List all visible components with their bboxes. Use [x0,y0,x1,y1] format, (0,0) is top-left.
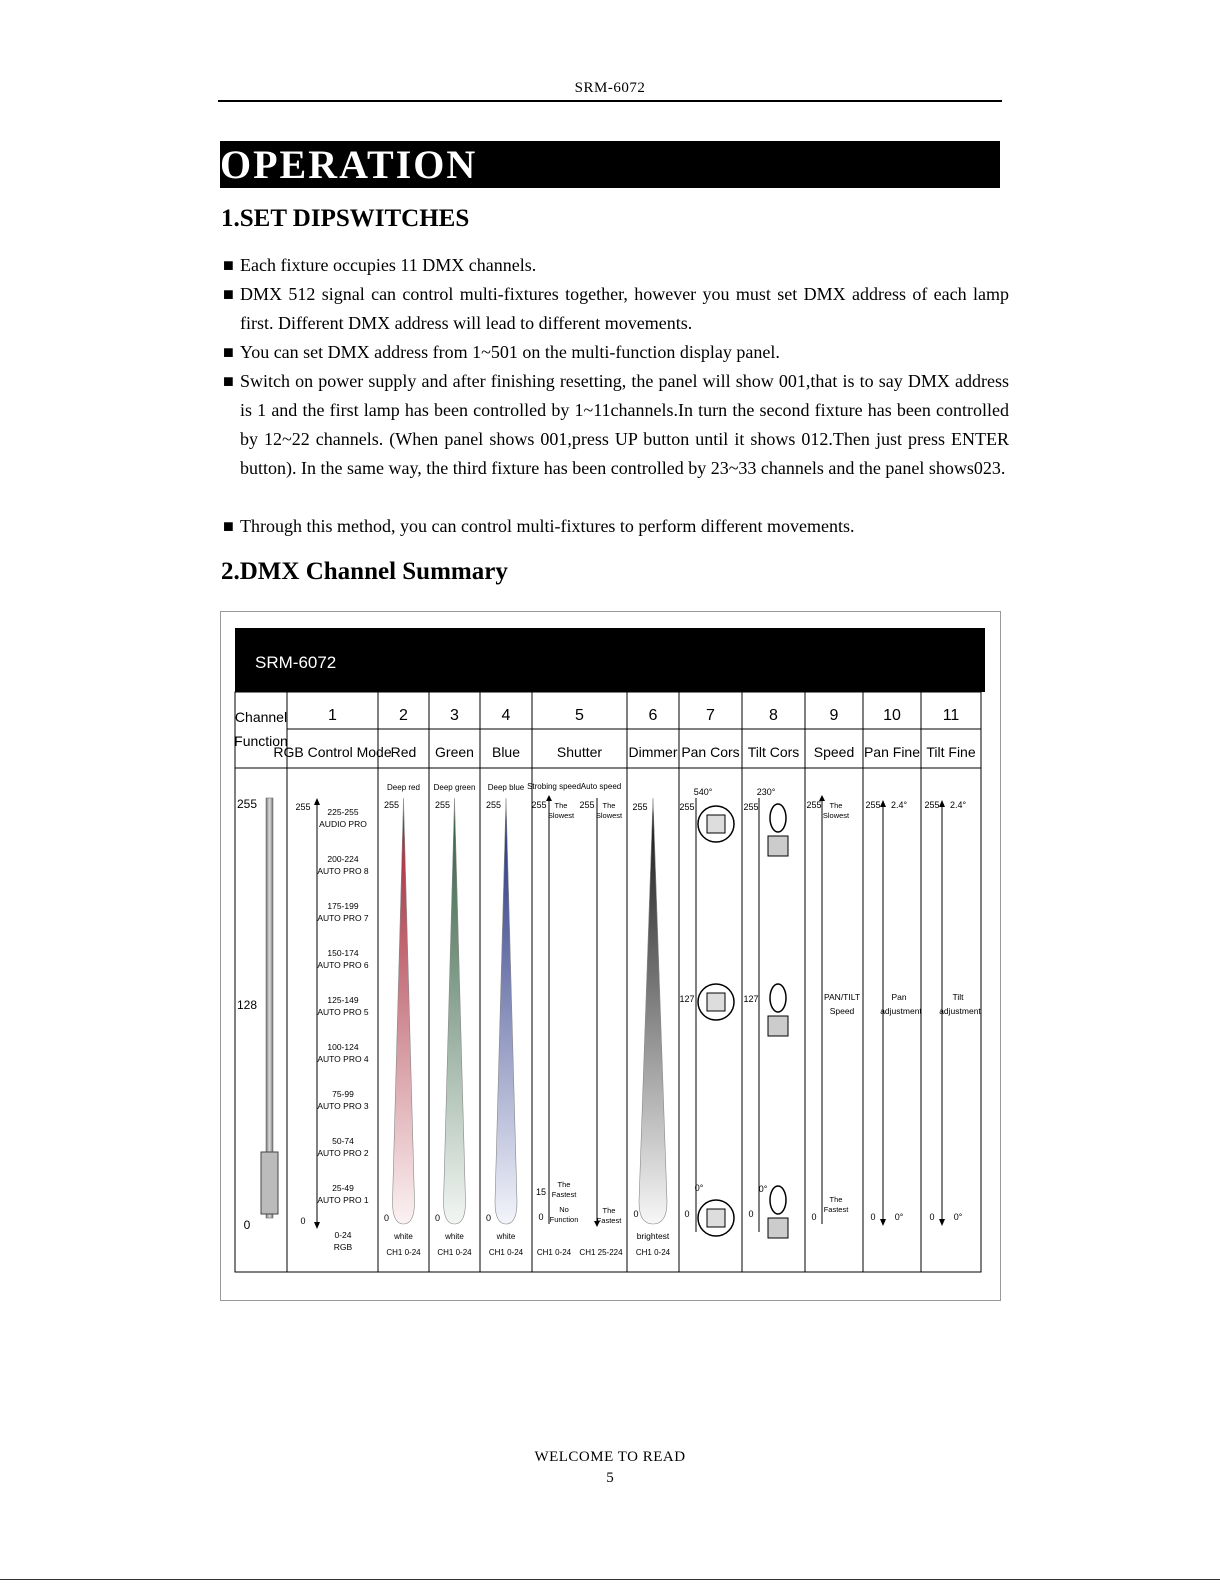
color-bottom-label: white [394,1232,413,1241]
page-header-model: SRM-6072 [574,80,646,96]
bullet-square-icon: ■ [223,342,234,362]
panfine-value-255: 255 [865,800,881,810]
shutter-slowest-label: The [554,801,568,810]
channel-number: 9 [829,707,839,724]
bullet-square-icon: ■ [223,516,234,536]
channel-number: 10 [883,707,901,724]
tilt-yoke-icon [770,804,786,832]
bullet-text: Through this method, you can control multi-fixtures to perform different movements. [240,516,855,536]
tilt-degree-label: 230° [756,787,776,797]
shutter-value-15: 15 [535,1187,547,1197]
channel-number: 1 [328,707,337,724]
rgb-mode-name: AUTO PRO 1 [317,1195,369,1205]
rgb-mode-range: 225-255 [327,807,359,817]
bullet-square-icon: ■ [223,284,234,304]
ch1-arrow-head-down [314,1222,320,1229]
tilt-base-icon [768,1218,788,1238]
dimmer-gradient-beam [639,798,667,1224]
tiltfine-arrow-head-down [939,1219,945,1226]
rgb-mode-range: 125-149 [327,995,359,1005]
shutter-auto-fastest: Fastest [596,1216,622,1225]
channel-name: Green [435,744,474,760]
channel-name: Tilt Cors [747,744,800,760]
header-rule [218,100,1002,102]
scale-label-0: 0 [243,1218,251,1232]
rgb-mode-name: AUTO PRO 5 [317,1007,369,1017]
rgb-mode-name: AUTO PRO 3 [317,1101,369,1111]
bullet-item [223,280,1009,338]
color-value-255: 255 [435,800,451,810]
panfine-mid-label: adjustment [880,1006,922,1016]
shutter-fastest-label: The [557,1180,571,1189]
rgb-mode-name: AUDIO PRO [319,819,367,829]
channel-name: RGB Control Mode [273,744,392,760]
chart-title: SRM-6072 [255,653,337,672]
footer-welcome: WELCOME TO READ [534,1449,686,1465]
rgb-mode-range: 100-124 [327,1042,359,1052]
tiltfine-value-0: 0 [929,1212,935,1222]
tiltfine-mid-label: Tilt [952,992,964,1002]
ch1-arrow-head-up [314,798,320,805]
panfine-arrow-head-up [880,800,886,807]
rgb-mode-range: 200-224 [327,854,359,864]
shutter-fastest-label: Fastest [551,1190,577,1199]
color-ch1-label: CH1 0-24 [386,1248,421,1257]
dimmer-value-0: 0 [633,1209,639,1219]
pan-value-255: 255 [679,802,695,812]
panfine-value-0: 0 [870,1212,876,1222]
chart-title-band [235,628,985,692]
rgb-mode-range: 175-199 [327,901,359,911]
rgb-mode-name: RGB [333,1242,353,1252]
channel-name: Shutter [556,744,603,760]
bullet-text: Each fixture occupies 11 DMX channels. [240,255,537,275]
color-bottom-label: white [496,1232,516,1241]
speed-slowest-label: The [829,801,843,810]
channel-number: 7 [706,707,715,724]
color-beam-gradient [393,798,415,1224]
bullet-text: DMX 512 signal can control multi-fixtures together, however you must set DMX address of each lamp first. Different DMX address will lead to different movements. [240,284,1009,333]
rgb-mode-range: 0-24 [334,1230,352,1240]
tilt-base-icon [768,1016,788,1036]
color-value-0: 0 [486,1213,492,1223]
color-value-255: 255 [384,800,400,810]
channel-name: Dimmer [628,744,678,760]
shutter-auto-label: Auto speed [580,782,622,791]
section-title-bar [220,141,1000,188]
panfine-degree-zero: 0° [894,1212,904,1222]
rgb-mode-name: AUTO PRO 8 [317,866,369,876]
channel-name: Pan Cors [681,744,740,760]
bullet-text: You can set DMX address from 1~501 on the multi-function display panel. [240,342,780,362]
speed-fastest-label: The [829,1195,843,1204]
dimmer-ch1-label: CH1 0-24 [635,1248,671,1257]
channel-number: 3 [450,707,459,724]
bottom-rule [0,1579,1220,1580]
speed-mid-label: Speed [829,1006,855,1016]
rgb-mode-range: 75-99 [332,1089,354,1099]
color-top-label: Deep red [387,783,420,792]
panfine-arrow-head-down [880,1219,886,1226]
scale-label-128: 128 [236,998,258,1012]
color-value-0: 0 [435,1213,441,1223]
channel-name: Pan Fine [863,744,921,760]
shutter-no-function: Function [549,1215,579,1224]
panfine-degree-24: 2.4° [890,800,908,810]
heading-set-dipswitches: 1.SET DIPSWITCHES [221,205,470,232]
channel-number: 2 [399,707,408,724]
color-ch1-label: CH1 0-24 [437,1248,472,1257]
color-top-label: Deep green [433,783,476,792]
channel-number: 11 [942,707,960,724]
channel-number: 5 [575,707,584,724]
color-beam-gradient [495,798,517,1224]
color-beam-gradient [444,798,466,1224]
color-bottom-label: white [445,1232,464,1241]
speed-value-0: 0 [811,1212,817,1222]
bullet-square-icon: ■ [223,371,234,391]
tilt-yoke-icon [770,1186,786,1214]
pan-value-127: 127 [679,994,695,1004]
color-value-0: 0 [384,1213,390,1223]
channel-number: 6 [648,707,658,724]
channel-name: Tilt Fine [926,744,976,760]
dimmer-bottom-label: brightest [636,1231,670,1241]
shutter-ch1-left: CH1 0-24 [536,1248,572,1257]
tilt-value-255: 255 [743,802,759,812]
rgb-mode-name: AUTO PRO 7 [317,913,369,923]
footer-page-number: 5 [606,1470,614,1486]
tilt-yoke-icon [770,984,786,1012]
channel-number: 4 [501,707,511,724]
color-value-255: 255 [486,800,502,810]
rgb-mode-name: AUTO PRO 4 [317,1054,369,1064]
rgb-mode-name: AUTO PRO 6 [317,960,369,970]
shutter-auto-fastest: The [602,1206,616,1215]
speed-mid-label: PAN/TILT [823,992,861,1002]
dmx-chart-svg [221,612,1000,1300]
tiltfine-degree-zero: 0° [953,1212,963,1222]
bullet-item [223,251,1009,280]
pan-head-lens-icon [707,815,725,833]
pan-head-lens-icon [707,993,725,1011]
bullet-square-icon: ■ [223,255,234,275]
corner-label-function: Function [234,733,288,749]
bullet-item [223,338,1009,367]
speed-slowest-label: Slowest [822,811,850,820]
pan-degree-zero: 0° [694,1183,704,1193]
dmx-channel-chart [220,611,1001,1301]
shutter-strobe-label: Strobing speed [527,782,581,791]
fader-knob [261,1152,278,1214]
channel-name: Red [390,744,417,760]
channel-name: Blue [491,744,521,760]
tilt-degree-zero: 0° [758,1184,768,1194]
shutter-value-0: 0 [538,1212,544,1222]
shutter-slowest-label: Slowest [547,811,575,820]
ch1-value-0: 0 [300,1216,306,1226]
tilt-value-127: 127 [743,994,759,1004]
channel-name: Speed [813,744,855,760]
bullet-text: Switch on power supply and after finishing resetting, the panel will show 001,that is to say DMX address is 1 and the first lamp has been controlled by 1~11channels.In turn the second fixture has been controlled by 12~22 channels. (When panel shows 001,press UP button until it shows 012.Then just press ENTER button). In the same way, the third fixture has been controlled by 23~33 channels and the panel shows023. [240,371,1009,478]
shutter-value-255: 255 [531,800,547,810]
pan-head-lens-icon [707,1209,725,1227]
tiltfine-value-255: 255 [924,800,940,810]
shutter-auto-slowest: Slowest [595,811,623,820]
scale-label-255: 255 [236,797,258,811]
ch1-value-255: 255 [295,802,311,812]
color-ch1-label: CH1 0-24 [488,1248,524,1257]
rgb-mode-range: 25-49 [332,1183,354,1193]
corner-label-channel: Channel [234,709,288,725]
panfine-mid-label: Pan [891,992,907,1002]
bullet-item [223,367,1009,483]
color-top-label: Deep blue [487,783,525,792]
shutter-no-function: No [559,1205,569,1214]
rgb-mode-range: 150-174 [327,948,359,958]
rgb-mode-range: 50-74 [332,1136,354,1146]
tilt-base-icon [768,836,788,856]
shutter-ch1-right: CH1 25-224 [579,1248,623,1257]
shutter-auto-slowest: The [602,801,616,810]
speed-value-255: 255 [806,800,822,810]
channel-number: 8 [769,707,778,724]
dimmer-value-255: 255 [632,802,648,812]
tilt-value-0: 0 [748,1209,754,1219]
heading-dmx-channel-summary: 2.DMX Channel Summary [221,558,508,585]
pan-degree-label: 540° [693,787,713,797]
tiltfine-degree-24: 2.4° [949,800,967,810]
shutter-auto-value-255: 255 [579,800,595,810]
rgb-mode-name: AUTO PRO 2 [317,1148,369,1158]
speed-fastest-label: Fastest [823,1205,849,1214]
bullet-item [223,512,1009,541]
tiltfine-mid-label: adjustment [939,1006,981,1016]
pan-value-0: 0 [684,1209,690,1219]
tiltfine-arrow-head-up [939,800,945,807]
section-title: OPERATION [220,142,478,187]
